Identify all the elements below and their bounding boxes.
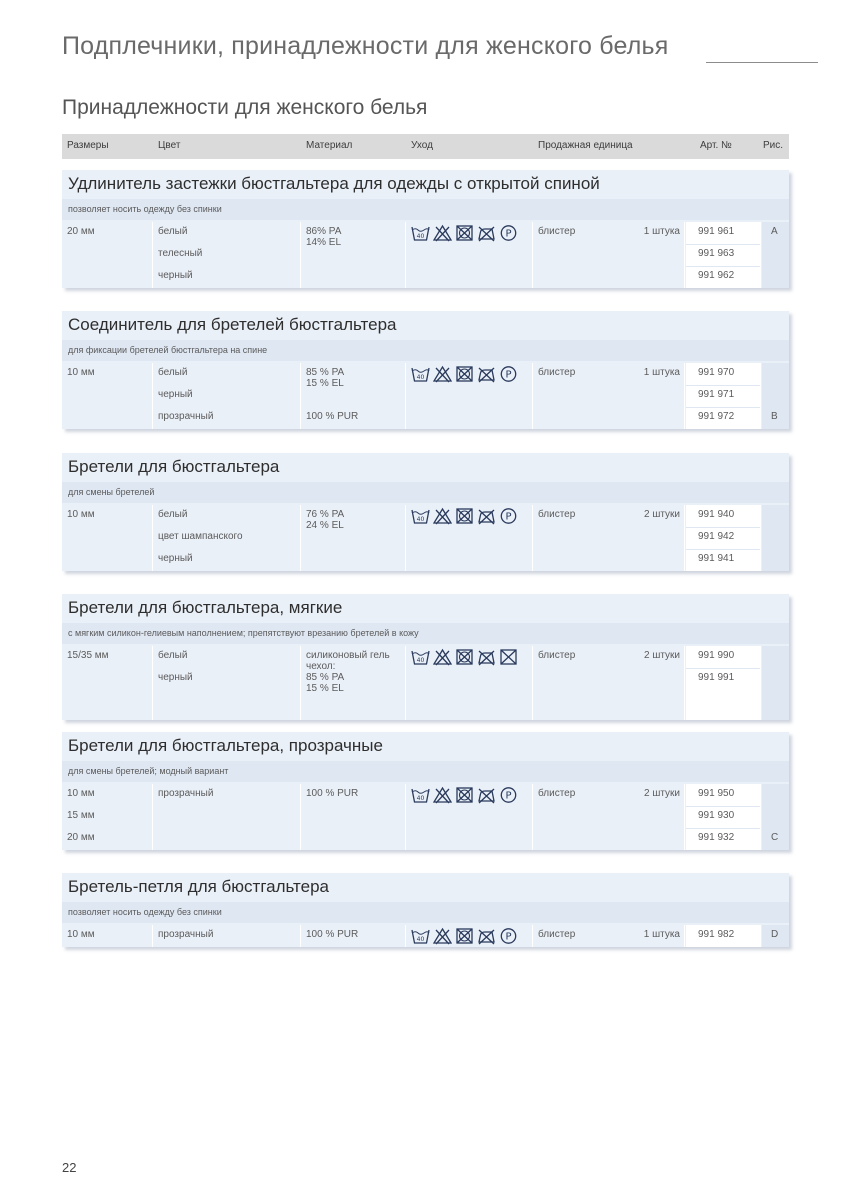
- product-description: позволяет носить одежду без спинки: [68, 907, 222, 917]
- package-value: блистер: [538, 509, 576, 520]
- no-bleach-icon: [433, 365, 452, 383]
- care-symbols: [411, 927, 518, 945]
- page-number: 22: [62, 1160, 77, 1175]
- size-value: 10 мм: [67, 788, 95, 799]
- product-description: для фиксации бретелей бюстгальтера на спине: [68, 345, 268, 355]
- svg-text:P: P: [505, 511, 512, 523]
- header-sale-unit: Продажная единица: [538, 140, 633, 151]
- product-block: [62, 311, 789, 429]
- column-divider: [300, 925, 301, 947]
- product-title: Соединитель для бретелей бюстгальтера: [68, 315, 397, 334]
- article-number: 991 932: [698, 832, 735, 843]
- product-description: с мягким силикон-гелиевым наполнением; препятствуют врезанию бретелей в кожу: [68, 628, 419, 638]
- product-title: Бретели для бюстгальтера: [68, 457, 280, 476]
- material-value: 15 % EL: [306, 683, 344, 694]
- figure-column: [762, 646, 789, 720]
- color-value: черный: [158, 672, 193, 683]
- product-description: позволяет носить одежду без спинки: [68, 204, 222, 214]
- package-value: блистер: [538, 929, 576, 940]
- no-iron-icon: [477, 507, 496, 525]
- column-divider: [300, 222, 301, 288]
- column-divider: [300, 646, 301, 720]
- care-symbols: [411, 365, 518, 383]
- dry-clean-p-icon: [499, 224, 518, 242]
- no-tumble-dry-icon: [455, 786, 474, 804]
- figure-letter: C: [771, 832, 779, 843]
- dry-clean-p-icon: [499, 507, 518, 525]
- column-divider: [532, 784, 533, 850]
- package-value: блистер: [538, 788, 576, 799]
- svg-text:40: 40: [416, 936, 425, 944]
- article-number: 991 950: [698, 788, 735, 799]
- no-bleach-icon: [433, 648, 452, 666]
- size-value: 10 мм: [67, 509, 95, 520]
- svg-text:P: P: [505, 931, 512, 943]
- product-block: [62, 594, 789, 720]
- material-value: 24 % EL: [306, 520, 344, 531]
- column-divider: [405, 363, 406, 429]
- figure-letter: D: [771, 929, 779, 940]
- color-value: белый: [158, 226, 188, 237]
- material-value: 76 % PA: [306, 509, 345, 520]
- quantity-value: 2 штуки: [643, 509, 680, 520]
- dry-clean-p-icon: [499, 927, 518, 945]
- care-symbols: [411, 786, 518, 804]
- row-separator: [686, 385, 760, 386]
- title-rule: [706, 62, 818, 63]
- product-title: Бретели для бюстгальтера, прозрачные: [68, 736, 383, 755]
- no-iron-icon: [477, 648, 496, 666]
- quantity-value: 2 штуки: [643, 788, 680, 799]
- package-value: блистер: [538, 226, 576, 237]
- column-divider: [152, 646, 153, 720]
- column-divider: [152, 363, 153, 429]
- material-value: 100 % PUR: [306, 788, 359, 799]
- column-divider: [684, 784, 685, 850]
- column-divider: [532, 646, 533, 720]
- article-number: 991 940: [698, 509, 735, 520]
- article-number: 991 941: [698, 553, 735, 564]
- no-dry-clean-icon: [499, 648, 518, 666]
- article-number: 991 991: [698, 672, 735, 683]
- no-iron-icon: [477, 786, 496, 804]
- product-title: Бретель-петля для бюстгальтера: [68, 877, 330, 896]
- color-value: черный: [158, 270, 193, 281]
- product-block: [62, 170, 789, 288]
- color-value: прозрачный: [158, 788, 214, 799]
- svg-text:40: 40: [416, 374, 425, 382]
- row-separator: [686, 244, 760, 245]
- column-divider: [532, 222, 533, 288]
- package-value: блистер: [538, 650, 576, 661]
- product-title: Бретели для бюстгальтера, мягкие: [68, 598, 343, 617]
- material-value: 100 % PUR: [306, 411, 359, 422]
- column-divider: [532, 925, 533, 947]
- no-tumble-dry-icon: [455, 365, 474, 383]
- article-number: 991 990: [698, 650, 735, 661]
- no-tumble-dry-icon: [455, 507, 474, 525]
- row-separator: [686, 668, 760, 669]
- size-value: 10 мм: [67, 929, 95, 940]
- figure-letter: B: [771, 411, 778, 422]
- no-tumble-dry-icon: [455, 648, 474, 666]
- material-value: 85 % PA: [306, 672, 345, 683]
- article-number: 991 963: [698, 248, 735, 259]
- column-divider: [760, 784, 761, 850]
- color-value: белый: [158, 650, 188, 661]
- product-title: Удлинитель застежки бюстгальтера для одежды с открытой спиной: [68, 174, 600, 193]
- dry-clean-p-icon: [499, 786, 518, 804]
- column-divider: [152, 784, 153, 850]
- column-divider: [300, 505, 301, 571]
- article-number: 991 930: [698, 810, 735, 821]
- svg-text:40: 40: [416, 795, 425, 803]
- no-iron-icon: [477, 365, 496, 383]
- table-header: [62, 134, 789, 159]
- quantity-value: 1 штука: [643, 367, 680, 378]
- column-divider: [760, 363, 761, 429]
- row-separator: [686, 527, 760, 528]
- no-bleach-icon: [433, 507, 452, 525]
- column-divider: [405, 505, 406, 571]
- column-divider: [760, 925, 761, 947]
- row-separator: [686, 806, 760, 807]
- article-number: 991 942: [698, 531, 735, 542]
- article-number: 991 972: [698, 411, 735, 422]
- column-divider: [760, 222, 761, 288]
- header-fig: Рис.: [763, 140, 784, 151]
- dry-clean-p-icon: [499, 365, 518, 383]
- wash-30-icon: [411, 786, 430, 804]
- wash-30-icon: [411, 507, 430, 525]
- wash-30-icon: [411, 927, 430, 945]
- color-value: прозрачный: [158, 411, 214, 422]
- article-number: 991 962: [698, 270, 735, 281]
- no-tumble-dry-icon: [455, 224, 474, 242]
- no-tumble-dry-icon: [455, 927, 474, 945]
- article-number: 991 970: [698, 367, 735, 378]
- care-symbols: [411, 224, 518, 242]
- column-divider: [684, 222, 685, 288]
- product-description-bar: [62, 761, 789, 782]
- article-number: 991 961: [698, 226, 735, 237]
- column-divider: [152, 505, 153, 571]
- header-size: Размеры: [67, 140, 109, 151]
- row-separator: [686, 266, 760, 267]
- header-color: Цвет: [158, 140, 181, 151]
- section-title: Принадлежности для женского белья: [62, 96, 428, 119]
- package-value: блистер: [538, 367, 576, 378]
- product-block: [62, 732, 789, 850]
- column-divider: [760, 505, 761, 571]
- column-divider: [405, 646, 406, 720]
- row-separator: [686, 549, 760, 550]
- column-divider: [684, 505, 685, 571]
- page-title: Подплечники, принадлежности для женского белья: [62, 32, 669, 60]
- column-divider: [532, 505, 533, 571]
- no-bleach-icon: [433, 224, 452, 242]
- column-divider: [152, 222, 153, 288]
- product-block: [62, 453, 789, 571]
- material-value: 85 % PA: [306, 367, 345, 378]
- svg-text:40: 40: [416, 657, 425, 665]
- quantity-value: 1 штука: [643, 929, 680, 940]
- svg-text:P: P: [505, 228, 512, 240]
- wash-30-icon: [411, 648, 430, 666]
- color-value: белый: [158, 509, 188, 520]
- material-value: 15 % EL: [306, 378, 344, 389]
- product-description-bar: [62, 902, 789, 923]
- no-bleach-icon: [433, 786, 452, 804]
- header-material: Материал: [306, 140, 353, 151]
- column-divider: [405, 925, 406, 947]
- material-value: 86% PA: [306, 226, 342, 237]
- product-description: для смены бретелей: [68, 487, 155, 497]
- column-divider: [684, 925, 685, 947]
- column-divider: [405, 784, 406, 850]
- material-value: 14% EL: [306, 237, 342, 248]
- article-number: 991 971: [698, 389, 735, 400]
- product-block: [62, 873, 789, 947]
- size-value: 15 мм: [67, 810, 95, 821]
- no-bleach-icon: [433, 927, 452, 945]
- no-iron-icon: [477, 927, 496, 945]
- svg-text:P: P: [505, 790, 512, 802]
- article-number: 991 982: [698, 929, 735, 940]
- size-value: 20 мм: [67, 832, 95, 843]
- svg-text:40: 40: [416, 516, 425, 524]
- no-iron-icon: [477, 224, 496, 242]
- column-divider: [532, 363, 533, 429]
- svg-text:40: 40: [416, 233, 425, 241]
- quantity-value: 2 штуки: [643, 650, 680, 661]
- row-separator: [686, 828, 760, 829]
- svg-text:P: P: [505, 369, 512, 381]
- material-value: чехол:: [306, 661, 336, 672]
- column-divider: [684, 646, 685, 720]
- column-divider: [684, 363, 685, 429]
- product-description-bar: [62, 199, 789, 220]
- column-divider: [760, 646, 761, 720]
- size-value: 15/35 мм: [67, 650, 109, 661]
- material-value: 100 % PUR: [306, 929, 359, 940]
- header-art: Арт. №: [700, 140, 732, 151]
- size-value: 20 мм: [67, 226, 95, 237]
- wash-30-icon: [411, 365, 430, 383]
- product-description: для смены бретелей; модный вариант: [68, 766, 229, 776]
- material-value: силиконовый гель: [306, 650, 390, 661]
- quantity-value: 1 штука: [643, 226, 680, 237]
- color-value: черный: [158, 553, 193, 564]
- column-divider: [405, 222, 406, 288]
- product-description-bar: [62, 482, 789, 503]
- care-symbols: [411, 648, 518, 666]
- row-separator: [686, 407, 760, 408]
- color-value: черный: [158, 389, 193, 400]
- color-value: телесный: [158, 248, 203, 259]
- size-value: 10 мм: [67, 367, 95, 378]
- column-divider: [152, 925, 153, 947]
- product-description-bar: [62, 340, 789, 361]
- column-divider: [300, 784, 301, 850]
- color-value: прозрачный: [158, 929, 214, 940]
- product-description-bar: [62, 623, 789, 644]
- care-symbols: [411, 507, 518, 525]
- figure-letter: A: [771, 226, 778, 237]
- column-divider: [300, 363, 301, 429]
- wash-30-icon: [411, 224, 430, 242]
- color-value: цвет шампанского: [158, 531, 243, 542]
- color-value: белый: [158, 367, 188, 378]
- figure-column: [762, 505, 789, 571]
- header-care: Уход: [411, 140, 433, 151]
